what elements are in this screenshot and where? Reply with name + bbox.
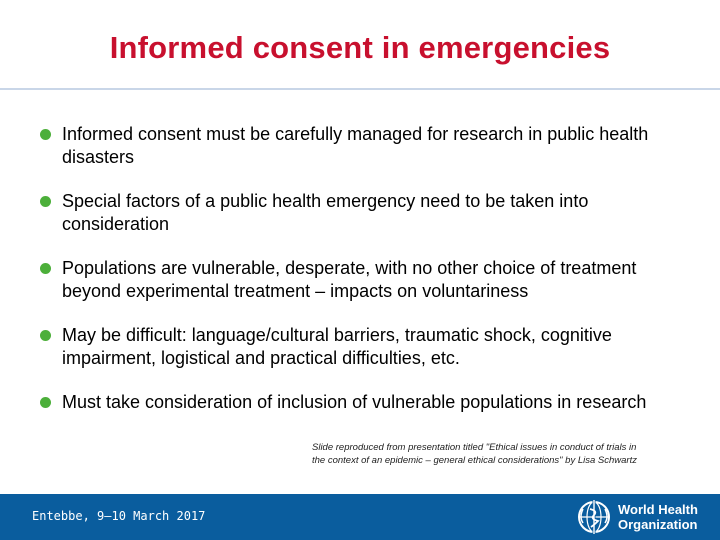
title-divider (0, 88, 720, 90)
slide-title: Informed consent in emergencies (109, 30, 611, 65)
bullet-dot-icon (40, 129, 51, 140)
bullet-item (40, 123, 700, 169)
who-wordmark (618, 502, 716, 532)
bullet-item (40, 190, 700, 236)
who-logo (574, 497, 714, 537)
credit-line: Slide reproduced from presentation titled "Ethical issues in conduct of trials in (312, 442, 637, 453)
bullet-dot-icon (40, 196, 51, 207)
bullet-item (40, 391, 700, 414)
bullet-item (40, 257, 700, 303)
bullet-dot-icon (40, 330, 51, 341)
footer-bar (0, 494, 720, 540)
who-emblem-icon (574, 497, 614, 537)
bullet-dot-icon (40, 397, 51, 408)
bullet-text: Populations are vulnerable, desperate, with no other choice of treatment beyond experimental treatment – impacts on voluntariness (62, 258, 637, 301)
footer-location-date: Entebbe, 9–10 March 2017 (32, 509, 206, 523)
bullet-text: May be difficult: language/cultural barriers, traumatic shock, cognitive impairment, logistical and practical difficulties, etc. (62, 325, 612, 368)
bullet-list (40, 123, 700, 435)
who-wordmark-line: World Health (618, 502, 698, 517)
bullet-item (40, 324, 700, 370)
bullet-text: Special factors of a public health emergency need to be taken into consideration (62, 191, 589, 234)
who-wordmark-line: Organization (618, 517, 698, 532)
bullet-text: Must take consideration of inclusion of vulnerable populations in research (62, 392, 647, 412)
bullet-dot-icon (40, 263, 51, 274)
source-credit (312, 441, 707, 467)
bullet-text: Informed consent must be carefully managed for research in public health disasters (62, 124, 649, 167)
credit-line: the context of an epidemic – general ethical considerations" by Lisa Schwartz (312, 455, 637, 466)
